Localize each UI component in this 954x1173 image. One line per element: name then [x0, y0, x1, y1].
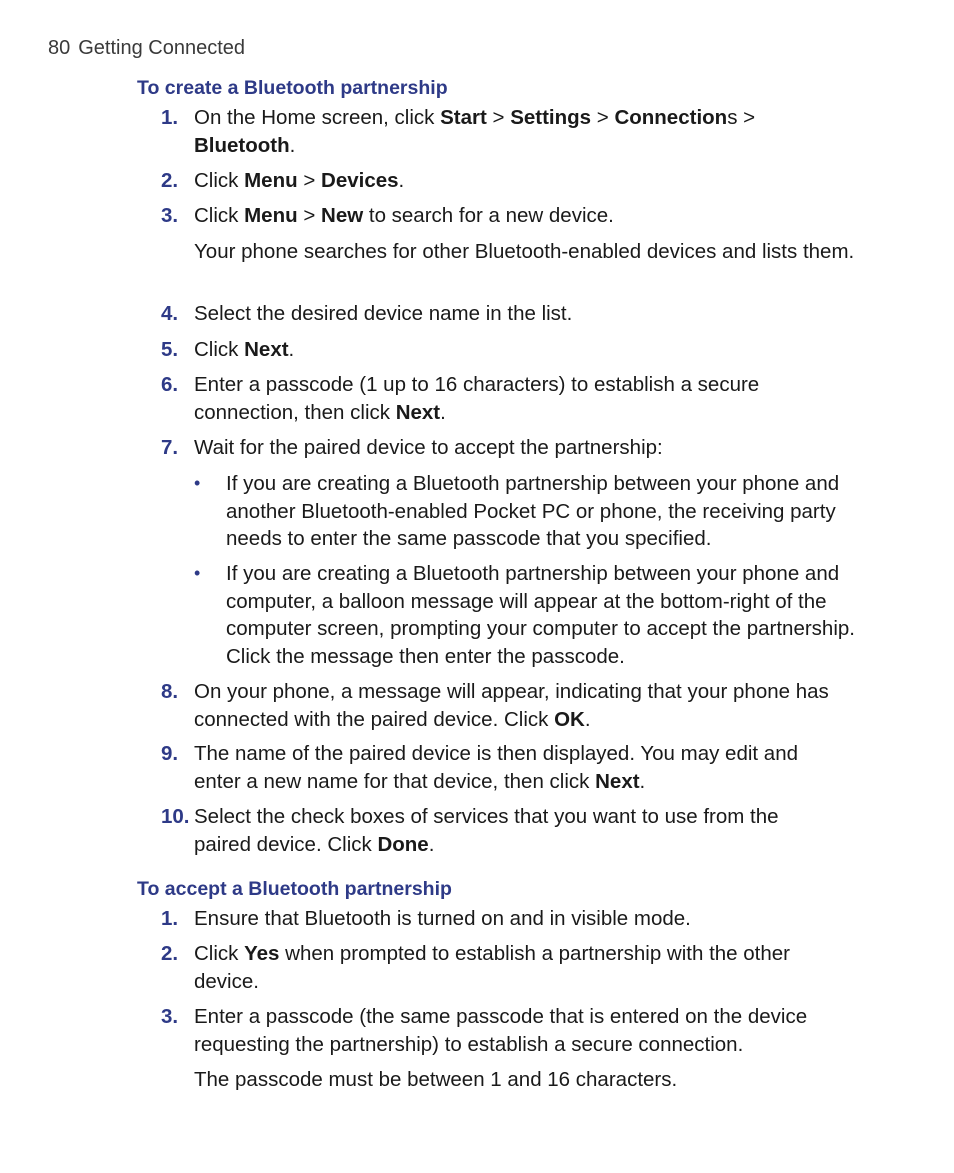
chapter-title: Getting Connected: [78, 37, 246, 59]
step-text: Select the desired device name in the list.: [194, 302, 573, 325]
step-number: 10.: [161, 805, 190, 828]
step-number: 3.: [161, 1005, 179, 1028]
step-number: 1.: [161, 106, 179, 129]
step-text: Enter a passcode (the same passcode that is entered on the device requesting the partnership) to establish a secure connection.: [194, 1005, 808, 1056]
step-text: On your phone, a message will appear, indicating that your phone has connected with the paired device. Click OK.: [194, 680, 829, 731]
bullet-text: If you are creating a Bluetooth partnership between your phone and computer, a balloon message will appear at the bottom-right of the computer screen, prompting your computer to accept the partnership. Click the message then enter the passcode.: [226, 562, 855, 668]
create-step-3-note: Your phone searches for other Bluetooth-enabled devices and lists them.: [194, 240, 855, 263]
step-number: 7.: [161, 436, 179, 459]
step-text: On the Home screen, click Start > Settings > Connections > Bluetooth.: [194, 106, 756, 157]
section-title-create: To create a Bluetooth partnership: [137, 77, 448, 99]
accept-step-3-note: The passcode must be between 1 and 16 characters.: [194, 1068, 678, 1091]
step-text: Enter a passcode (1 up to 16 characters) to establish a secure connection, then click Next.: [194, 373, 760, 424]
step-number: 9.: [161, 742, 179, 765]
step-text: Ensure that Bluetooth is turned on and in visible mode.: [194, 907, 691, 930]
step-number: 8.: [161, 680, 179, 703]
bullet-text: If you are creating a Bluetooth partnership between your phone and another Bluetooth-enabled Pocket PC or phone, the receiving party needs to enter the same passcode that you specified.: [226, 472, 840, 550]
step-number: 2.: [161, 169, 179, 192]
section-title-accept: To accept a Bluetooth partnership: [137, 878, 452, 900]
step-number: 5.: [161, 338, 179, 361]
page-header: [48, 37, 245, 60]
step-number: 4.: [161, 302, 179, 325]
step-text: Wait for the paired device to accept the partnership:: [194, 436, 663, 459]
step-number: 2.: [161, 942, 179, 965]
step-number: 6.: [161, 373, 179, 396]
step-number: 3.: [161, 204, 179, 227]
bullet-glyph: •: [194, 473, 201, 493]
step-text: Click Menu > New to search for a new device.: [194, 204, 614, 227]
page-number: 80: [48, 37, 71, 59]
step-text: The name of the paired device is then displayed. You may edit and enter a new name for that device, then click Next.: [194, 742, 799, 793]
step-number: 1.: [161, 907, 179, 930]
step-text: Click Next.: [194, 338, 295, 361]
step-text: Click Yes when prompted to establish a partnership with the other device.: [194, 942, 790, 993]
bullet-glyph: •: [194, 563, 201, 583]
step-text: Select the check boxes of services that you want to use from the paired device. Click Done.: [194, 805, 779, 856]
step-text: Click Menu > Devices.: [194, 169, 405, 192]
